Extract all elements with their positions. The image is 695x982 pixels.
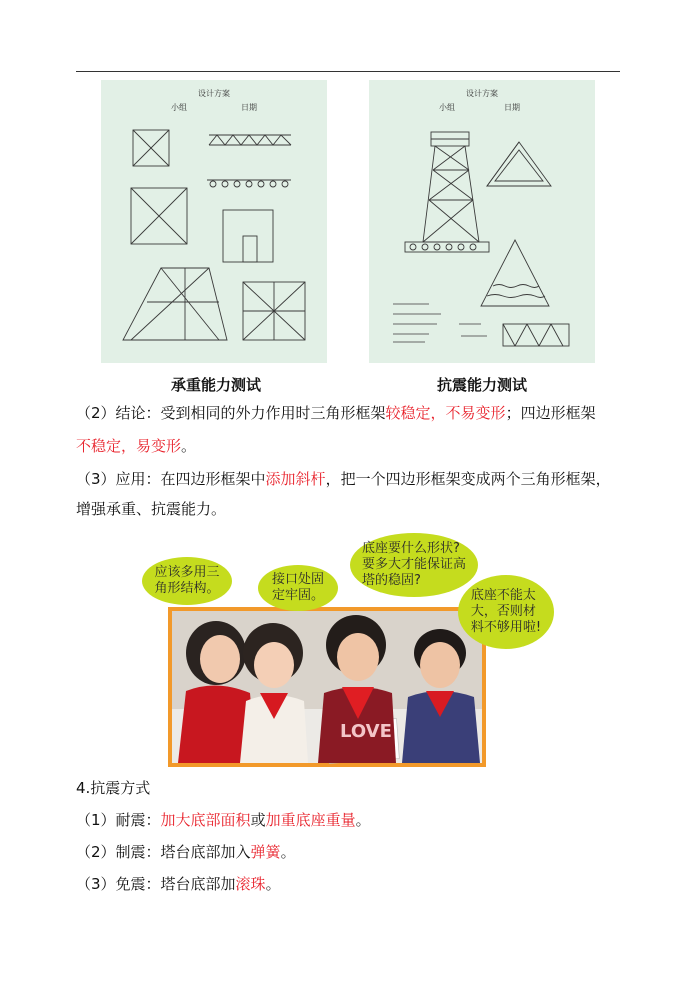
speech-bubble-triangles: 应该多用三 角形结构。 xyxy=(142,557,232,605)
caption-seismic-test: 抗震能力测试 xyxy=(437,376,528,394)
seismic-test-drawing xyxy=(369,80,595,363)
application-highlight: 添加斜杆 xyxy=(265,470,326,488)
speech-bubble-materials: 底座不能太 大，否则材 料不够用啦! xyxy=(458,575,554,649)
conclusion-line-2 xyxy=(76,430,196,463)
application-text: ，把一个四边形框架变成两个三角形框架， xyxy=(325,470,611,488)
item-text: （2）制震：塔台底部加入 xyxy=(76,843,251,861)
item-highlight: 滚珠 xyxy=(235,875,266,893)
header-rule xyxy=(76,71,620,72)
sketch-seismic-test xyxy=(369,80,595,363)
sketch-load-test xyxy=(101,80,327,363)
conclusion-line-1 xyxy=(76,397,596,430)
item-highlight: 弹簧 xyxy=(250,843,281,861)
section4-heading: 4.抗震方式 xyxy=(76,779,151,797)
item-text: （3）免震：塔台底部加 xyxy=(76,875,236,893)
item-text: 或 xyxy=(250,811,266,829)
speech-bubble-joints: 接口处固 定牢固。 xyxy=(258,565,338,611)
sketch-title: 设计方案 xyxy=(466,89,498,98)
item-highlight: 加大底部面积 xyxy=(160,811,251,829)
sketch-group-label: 小组 xyxy=(171,103,187,112)
section4-item-2 xyxy=(76,836,296,869)
item-highlight: 加重底座重量 xyxy=(265,811,356,829)
conclusion-text: 。 xyxy=(181,437,197,455)
section4-item-1 xyxy=(76,804,371,837)
item-text: 。 xyxy=(355,811,371,829)
conclusion-text: （2）结论：受到相同的外力作用时三角形框架 xyxy=(76,404,386,422)
conclusion-text: ；四边形框架 xyxy=(505,404,596,422)
speech-bubble-base-shape: 底座要什么形状? 要多大才能保证高 塔的稳固? xyxy=(350,533,478,597)
sketch-group-label: 小组 xyxy=(439,103,455,112)
conclusion-highlight: 不稳定，易变形 xyxy=(76,437,182,455)
load-test-drawing xyxy=(101,80,327,363)
caption-load-test: 承重能力测试 xyxy=(171,376,262,394)
section4-item-3 xyxy=(76,868,281,901)
application-text: 增强承重、抗震能力。 xyxy=(76,500,227,518)
shirt-text: LOVE xyxy=(340,721,392,742)
students-photo xyxy=(154,541,542,767)
item-text: （1）耐震： xyxy=(76,811,161,829)
conclusion-highlight: 较稳定，不易变形 xyxy=(385,404,506,422)
sketch-date-label: 日期 xyxy=(241,103,257,112)
item-text: 。 xyxy=(280,843,296,861)
sketch-title: 设计方案 xyxy=(198,89,230,98)
application-text: （3）应用：在四边形框架中 xyxy=(76,470,266,488)
sketch-date-label: 日期 xyxy=(504,103,520,112)
item-text: 。 xyxy=(265,875,281,893)
application-line-1 xyxy=(76,463,611,496)
application-line-2 xyxy=(76,493,226,526)
